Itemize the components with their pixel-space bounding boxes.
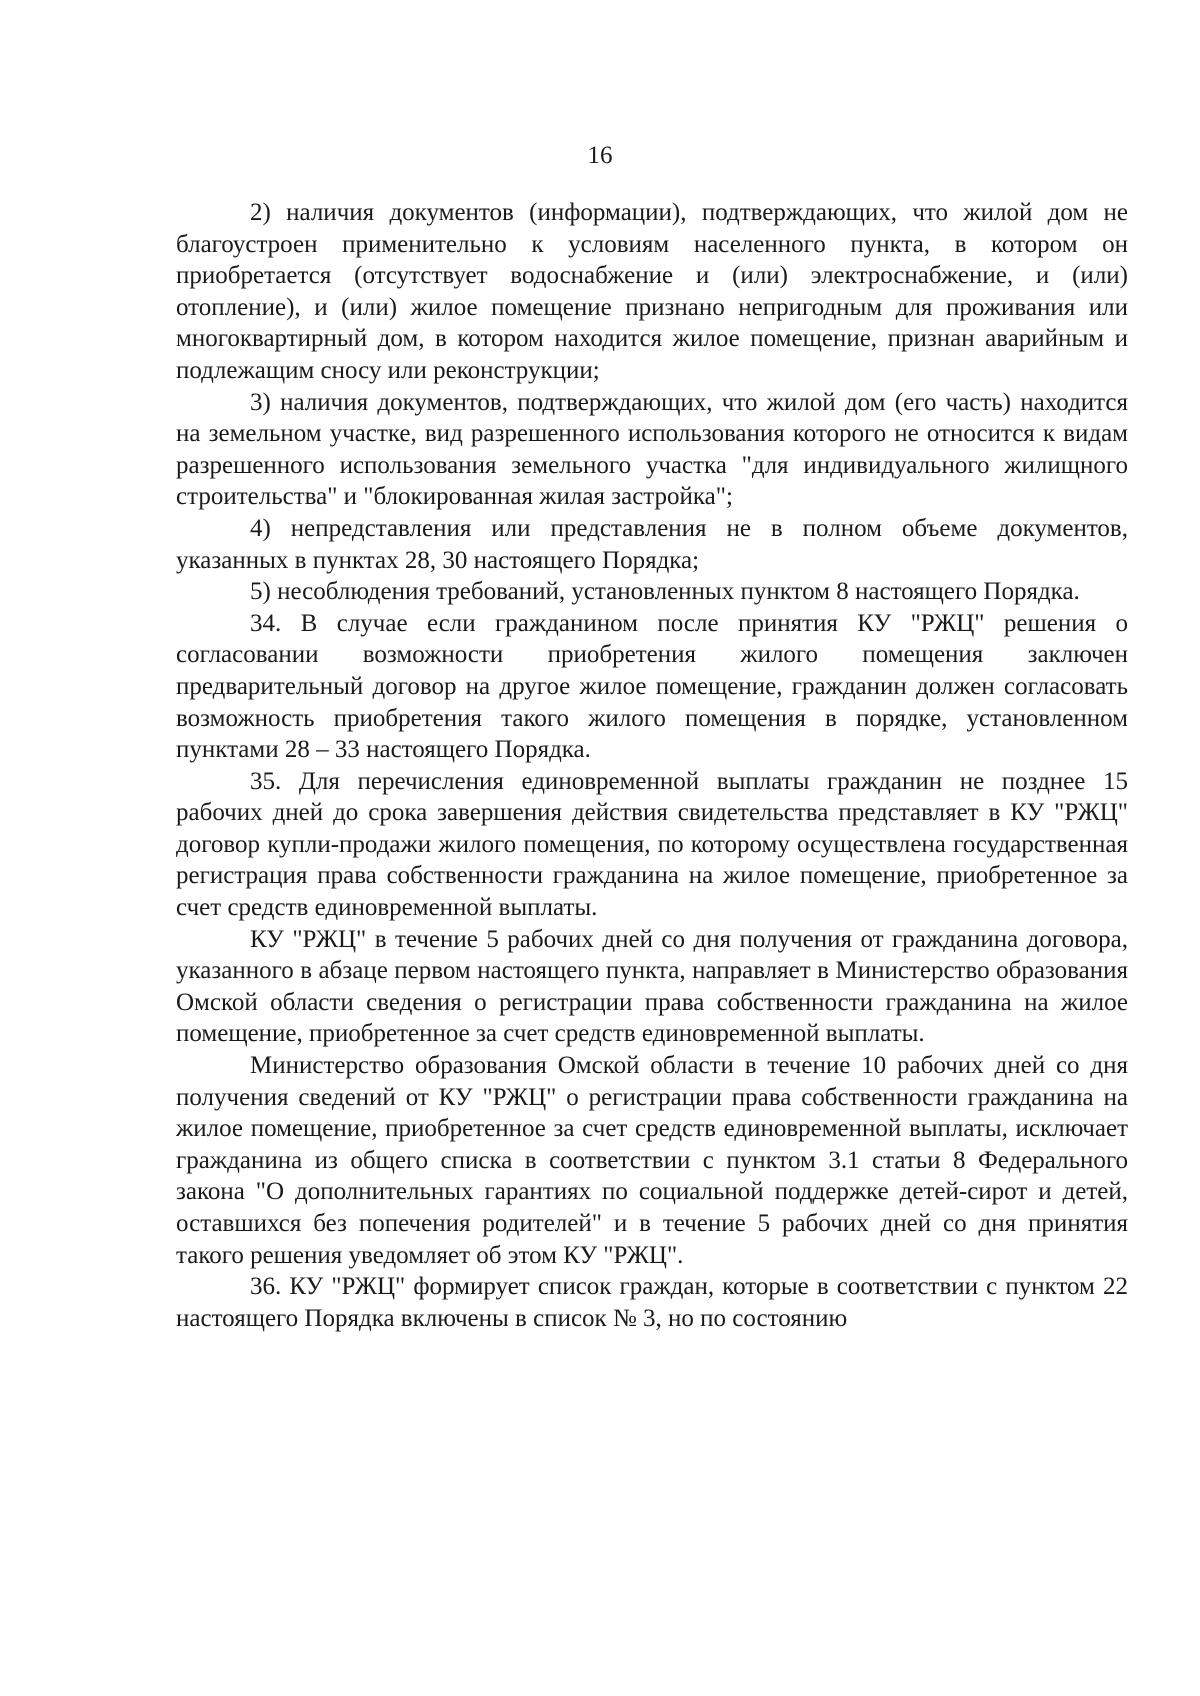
- page-number: 16: [587, 142, 613, 169]
- paragraph-item-4: 4) непредставления или представления не в полном объеме документов, указанных в пунктах 28, 30 настоящего Порядка;: [176, 514, 1128, 574]
- paragraph-item-3: 3) наличия документов, подтверждающих, что жилой дом (его часть) находится на земельном участке, вид разрешенного использования которого не относится к видам разрешенного использования земельного участка "для индивидуального жилищного строительства" и "блокированная жилая застройка";: [176, 388, 1128, 511]
- paragraph-clause-34: 34. В случае если гражданином после принятия КУ "РЖЦ" решения о согласовании возможности приобретения жилого помещения заключен предварительный договор на другое жилое помещение, гражданин должен согласовать возможность приобретения такого жилого помещения в порядке, установленном пунктами 28 – 33 настоящего Порядка.: [176, 609, 1128, 764]
- paragraph-clause-35-part-3: Министерство образования Омской области в течение 10 рабочих дней со дня получения сведений от КУ "РЖЦ" о регистрации права собственности гражданина на жилое помещение, приобретенное за счет средств единовременной выплаты, исключает гражданина из общего списка в соответствии с пунктом 3.1 статьи 8 Федерального закона "О дополнительных гарантиях по социальной поддержке детей-сирот и детей, оставшихся без попечения родителей" и в течение 5 рабочих дней со дня принятия такого решения уведомляет об этом КУ "РЖЦ".: [176, 1052, 1128, 1269]
- paragraph-clause-35-part-2: КУ "РЖЦ" в течение 5 рабочих дней со дня получения от гражданина договора, указанного в абзаце первом настоящего пункта, направляет в Министерство образования Омской области сведения о регистрации права собственности гражданина на жилое помещение, приобретенное за счет средств единовременной выплаты.: [176, 925, 1128, 1048]
- paragraph-clause-36: 36. КУ "РЖЦ" формирует список граждан, которые в соответствии с пунктом 22 настоящего Порядка включены в список № 3, но по состоянию: [176, 1273, 1128, 1332]
- paragraph-item-2: 2) наличия документов (информации), подтверждающих, что жилой дом не благоустроен применительно к условиям населенного пункта, в котором он приобретается (отсутствует водоснабжение и (или) электроснабжение, и (или) отопление), и (или) жилое помещение признано непригодным для проживания или многоквартирный дом, в котором находится жилое помещение, признан аварийным и подлежащим сносу или реконструкции;: [176, 199, 1128, 384]
- document-body: [176, 197, 1128, 1334]
- paragraph-item-5: 5) несоблюдения требований, установленных пунктом 8 настоящего Порядка.: [250, 578, 1080, 606]
- paragraph-clause-35: 35. Для перечисления единовременной выплаты гражданин не позднее 15 рабочих дней до срока завершения действия свидетельства представляет в КУ "РЖЦ" договор купли-продажи жилого помещения, по которому осуществлена государственная регистрация права собственности гражданина на жилое помещение, приобретенное за счет средств единовременной выплаты.: [176, 767, 1128, 922]
